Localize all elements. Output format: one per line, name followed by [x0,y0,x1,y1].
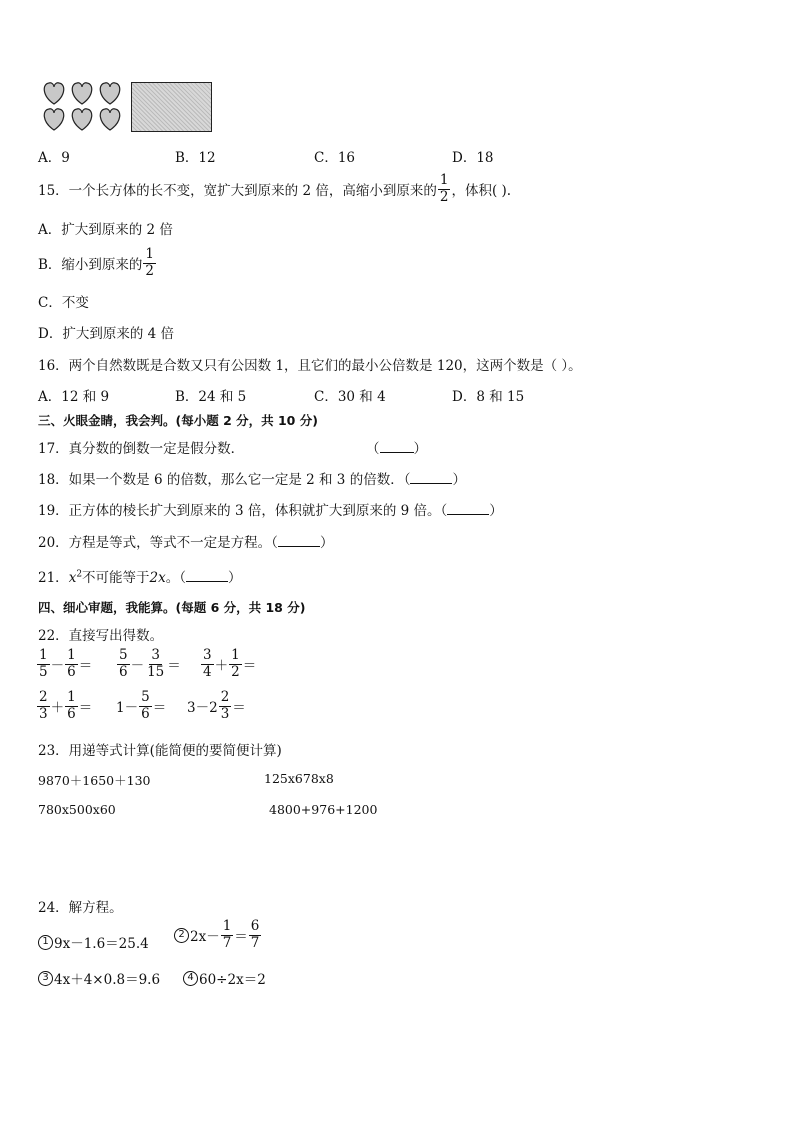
hearts-figure [40,80,126,132]
q15-option-b-text: B．缩小到原来的 [38,257,143,273]
q24-eq-1: 1 9x－1.6＝25.4 [38,932,149,952]
q15-option-a: A．扩大到原来的 2 倍 [38,222,173,238]
q17-text: 17．真分数的倒数一定是假分数． [38,441,245,457]
heart-icon [72,83,91,104]
q16-option-d: D．8 和 15 [452,389,525,405]
q22-expr-6: 3－2 $\frac{2}{3}$ ＝ [187,689,246,722]
q15-stem-text: 15．一个长方体的长不变，宽扩大到原来的 2 倍，高缩小到原来的 [38,183,437,199]
q16-stem: 16．两个自然数既是合数又只有公因数 1，且它们的最小公倍数是 120，这两个数是（ ）。 [38,358,582,374]
q16-option-a: A．12 和 9 [38,389,110,405]
q19: 19．正方体的棱长扩大到原来的 3 倍，体积就扩大到原来的 9 倍。（ ） [38,503,503,519]
q23-calc-4: 4800+976+1200 [269,802,378,817]
q19-answer-blank[interactable] [447,502,489,515]
q21: 21．$x^2$不可能等于2x。（ ） [38,569,242,586]
q21-answer-blank[interactable] [186,569,228,582]
q23-calc-3: 780x500x60 [38,802,116,817]
q16-option-b: B．24 和 5 [175,389,247,405]
q22-expr-3: $\frac{3}{4}$ ＋ $\frac{1}{2}$ ＝ [203,647,257,680]
heart-icon [72,109,91,130]
q18: 18．如果一个数是 6 的倍数，那么它一定是 2 和 3 的倍数．（ ） [38,472,466,488]
q15-stem-end: ，体积( ). [451,183,512,199]
q14-option-c: C．16 [314,150,356,166]
heart-icon [44,83,63,104]
q15-option-d: D．扩大到原来的 4 倍 [38,326,174,342]
q20-answer-blank[interactable] [278,534,320,547]
q24-eq-2: 2 2x－ $\frac{1}{7}$ ＝ $\frac{6}{7}$ [174,920,262,950]
q15-option-b [38,248,157,278]
q20: 20．方程是等式，等式不一定是方程。（ ） [38,535,334,551]
q14-option-d: D．18 [452,150,494,166]
fraction: $\frac{1}{2}$ [439,172,449,205]
q22-expr-2: $\frac{5}{6}$ － $\frac{3}{15}$ ＝ [119,647,181,680]
q14-option-a: A．9 [38,150,70,166]
q24-title: 24．解方程。 [38,900,123,916]
section-4-heading: 四、细心审题，我能算。(每题 6 分，共 18 分) [38,600,306,615]
q14-option-b: B．12 [175,150,216,166]
q22-expr-5: 1－ $\frac{5}{6}$ ＝ [116,689,167,722]
heart-icon [100,83,119,104]
q22-expr-4: $\frac{2}{3}$ ＋ $\frac{1}{6}$ ＝ [39,689,93,722]
q15-option-c: C．不变 [38,295,89,311]
gray-rectangle-figure [131,82,212,132]
q22-expr-1: $\frac{1}{5}$ － $\frac{1}{6}$ ＝ [39,647,93,680]
q22-title: 22．直接写出得数。 [38,628,164,644]
q17-answer[interactable]: （ ） [366,441,427,457]
q16-option-c: C．30 和 4 [314,389,386,405]
q24-eq-3: 3 4x＋4×0.8＝9.6 [38,968,160,988]
section-3-heading: 三、火眼金睛，我会判。(每小题 2 分，共 10 分) [38,413,318,428]
fraction: $\frac{1}{2}$ [145,246,155,279]
heart-icon [100,109,119,130]
heart-icon [44,109,63,130]
q23-calc-1: 9870＋1650＋130 [38,773,151,788]
q18-answer-blank[interactable] [410,471,452,484]
q23-calc-2: 125x678x8 [264,771,334,786]
q23-title: 23．用递等式计算(能简便的要简便计算) [38,743,282,759]
q24-eq-4: 4 60÷2x＝2 [183,968,266,988]
q15-stem [38,174,511,204]
